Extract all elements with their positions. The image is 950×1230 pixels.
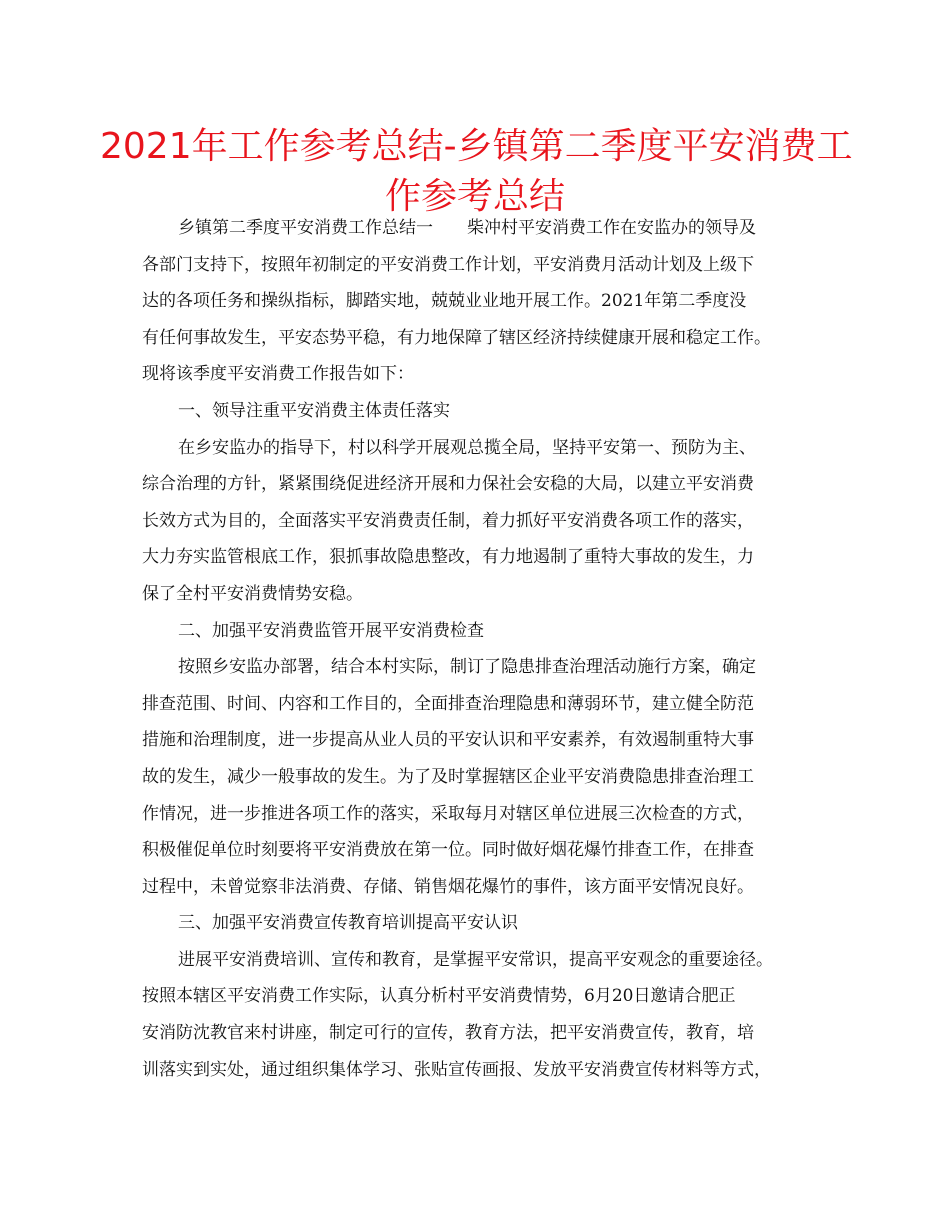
- body-line: 一、领导注重平安消费主体责任落实: [178, 400, 450, 421]
- body-line: 达的各项任务和操纵指标，脚踏实地，兢兢业业地开展工作。2021年第二季度没: [142, 291, 747, 312]
- body-line: 训落实到实处，通过组织集体学习、张贴宣传画报、发放平安消费宣传材料等方式，: [142, 1059, 771, 1080]
- body-line: 保了全村平安消费情势安稳。: [142, 583, 363, 604]
- body-line: 故的发生，减少一般事故的发生。为了及时掌握辖区企业平安消费隐患排查治理工: [142, 766, 754, 787]
- body-line: 过程中，未曾觉察非法消费、存储、销售烟花爆竹的事件，该方面平安情况良好。: [142, 876, 754, 897]
- title-line-1: 2021年工作参考总结-乡镇第二季度平安消费工: [100, 126, 853, 167]
- body-line: 按照本辖区平安消费工作实际，认真分析村平安消费情势，6月20日邀请合肥正: [142, 986, 736, 1007]
- body-line: 措施和治理制度，进一步提高从业人员的平安认识和平安素养，有效遏制重特大事: [142, 730, 754, 751]
- body-line: 三、加强平安消费宣传教育培训提高平安认识: [178, 913, 518, 934]
- body-line: 有任何事故发生，平安态势平稳，有力地保障了辖区经济持续健康开展和稳定工作。: [142, 327, 771, 348]
- body-line: 长效方式为目的，全面落实平安消费责任制，着力抓好平安消费各项工作的落实，: [142, 510, 754, 531]
- body-line: 作情况，进一步推进各项工作的落实，采取每月对辖区单位进展三次检查的方式，: [142, 803, 754, 824]
- body-line: 积极催促单位时刻要将平安消费放在第一位。同时做好烟花爆竹排查工作，在排查: [142, 840, 754, 861]
- body-line: 二、加强平安消费监管开展平安消费检查: [178, 620, 484, 641]
- body-line: 现将该季度平安消费工作报告如下：: [142, 364, 414, 385]
- body-line: 乡镇第二季度平安消费工作总结一 柴冲村平安消费工作在安监办的领导及: [178, 218, 756, 238]
- body-line: 进展平安消费培训、宣传和教育，是掌握平安常识，提高平安观念的重要途径。: [178, 949, 773, 970]
- body-line: 在乡安监办的指导下，村以科学开展观总揽全局，坚持平安第一、预防为主、: [178, 437, 756, 458]
- document-body: [142, 210, 832, 1088]
- body-line: 大力夯实监管根底工作，狠抓事故隐患整改，有力地遏制了重特大事故的发生，力: [142, 547, 754, 568]
- title-line-2: 作参考总结: [384, 176, 565, 217]
- document-title: [100, 122, 853, 222]
- body-line: 按照乡安监办部署，结合本村实际，制订了隐患排查治理活动施行方案，确定: [178, 657, 756, 678]
- body-line: 各部门支持下，按照年初制定的平安消费工作计划，平安消费月活动计划及上级下: [142, 254, 754, 275]
- body-line: 安消防沈教官来村讲座，制定可行的宣传，教育方法，把平安消费宣传，教育，培: [142, 1023, 754, 1044]
- body-line: 排查范围、时间、内容和工作目的，全面排查治理隐患和薄弱环节，建立健全防范: [142, 693, 754, 714]
- body-line: 综合治理的方针，紧紧围绕促进经济开展和力保社会安稳的大局，以建立平安消费: [142, 474, 754, 495]
